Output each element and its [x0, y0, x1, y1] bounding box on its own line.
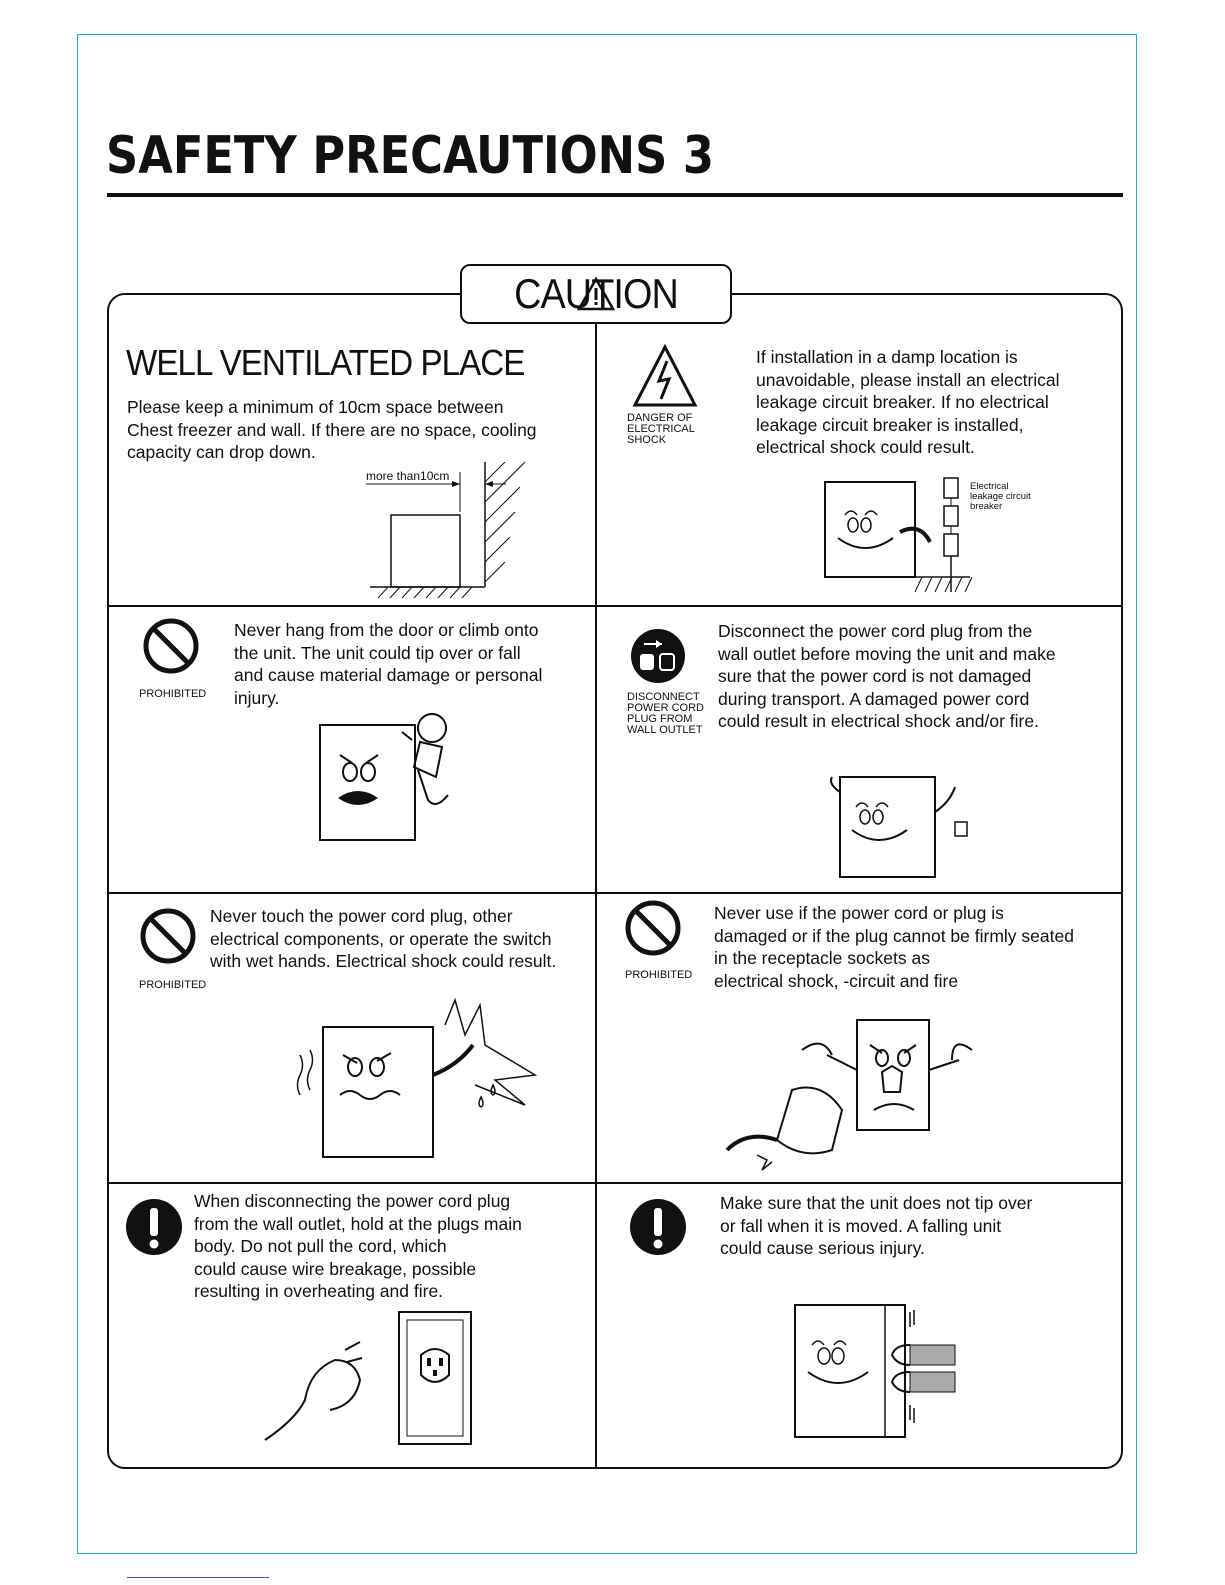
caution-label — [460, 264, 732, 324]
damaged-plug-illustration — [722, 1010, 992, 1180]
hang-door-text: Never hang from the door or climb onto the unit. The unit could tip over or fall and cause material damage or personal injury. — [234, 620, 543, 708]
prohibited-label: PROHIBITED — [139, 979, 207, 991]
page-title: SAFETY PRECAUTIONS 3 — [106, 126, 714, 186]
prohibited-icon — [143, 618, 199, 674]
title-rule — [107, 193, 1123, 197]
ventilation-text: Please keep a minimum of 10cm space between Chest freezer and wall. If there are no space, cooling capacity can drop down. — [127, 397, 537, 462]
disconnect-plug-icon — [630, 628, 686, 684]
row-divider-2 — [107, 892, 1123, 894]
damp-location-text: If installation in a damp location is unavoidable, please install an electrical leakage circuit breaker. If no electrical leakage circuit breaker is installed, electrical shock could result. — [756, 347, 1060, 457]
tip-over-text: Make sure that the unit does not tip over or fall when it is moved. A falling unit could cause serious injury. — [720, 1193, 1033, 1258]
damaged-cord-text: Never use if the power cord or plug is damaged or if the plug cannot be firmly seated in the receptacle sockets as electrical shock, -circuit and fire — [714, 903, 1074, 991]
freezer-breaker-illustration — [820, 470, 980, 600]
prohibited-icon — [140, 908, 196, 964]
disconnect-moving-text: Disconnect the power cord plug from the wall outlet before moving the unit and make sure that the power cord is not damaged during transport. A damaged power cord could result in electrical shock and/or fire. — [718, 621, 1056, 731]
caution-exclamation-icon — [125, 1198, 183, 1256]
ventilation-diagram — [360, 462, 540, 602]
child-climbing-illustration — [300, 710, 470, 850]
row-divider-1 — [107, 605, 1123, 607]
freezer-unplugged-illustration — [820, 772, 980, 882]
hand-holding-plug-illustration — [265, 1300, 485, 1455]
wet-hands-shock-illustration — [295, 995, 545, 1165]
prohibited-label: PROHIBITED — [625, 969, 693, 981]
pull-plug-text: When disconnecting the power cord plug from the wall outlet, hold at the plugs main body. Do not pull the cord, which could cause wire breakage, possible resulting in overheating and fire. — [194, 1191, 522, 1301]
breaker-label: Electrical leakage circuit breaker — [970, 481, 1031, 512]
ventilation-heading: WELL VENTILATED PLACE — [126, 342, 525, 383]
freezer-being-moved-illustration — [790, 1300, 970, 1440]
bottom-link-underline — [127, 1577, 269, 1578]
caution-text: CAUTION — [514, 269, 678, 317]
wet-hands-text: Never touch the power cord plug, other electrical components, or operate the switch with wet hands. Electrical shock could result. — [210, 906, 557, 971]
electric-shock-warning-icon — [633, 345, 697, 409]
dimension-label: more than10cm — [366, 469, 450, 483]
caution-exclamation-icon — [629, 1198, 687, 1256]
prohibited-label: PROHIBITED — [139, 688, 207, 700]
disconnect-label: DISCONNECT POWER CORD PLUG FROM WALL OUTLET — [627, 691, 704, 736]
prohibited-icon — [625, 900, 681, 956]
electric-shock-label: DANGER OF ELECTRICAL SHOCK — [627, 412, 695, 446]
row-divider-3 — [107, 1182, 1123, 1184]
column-divider — [595, 324, 597, 1469]
